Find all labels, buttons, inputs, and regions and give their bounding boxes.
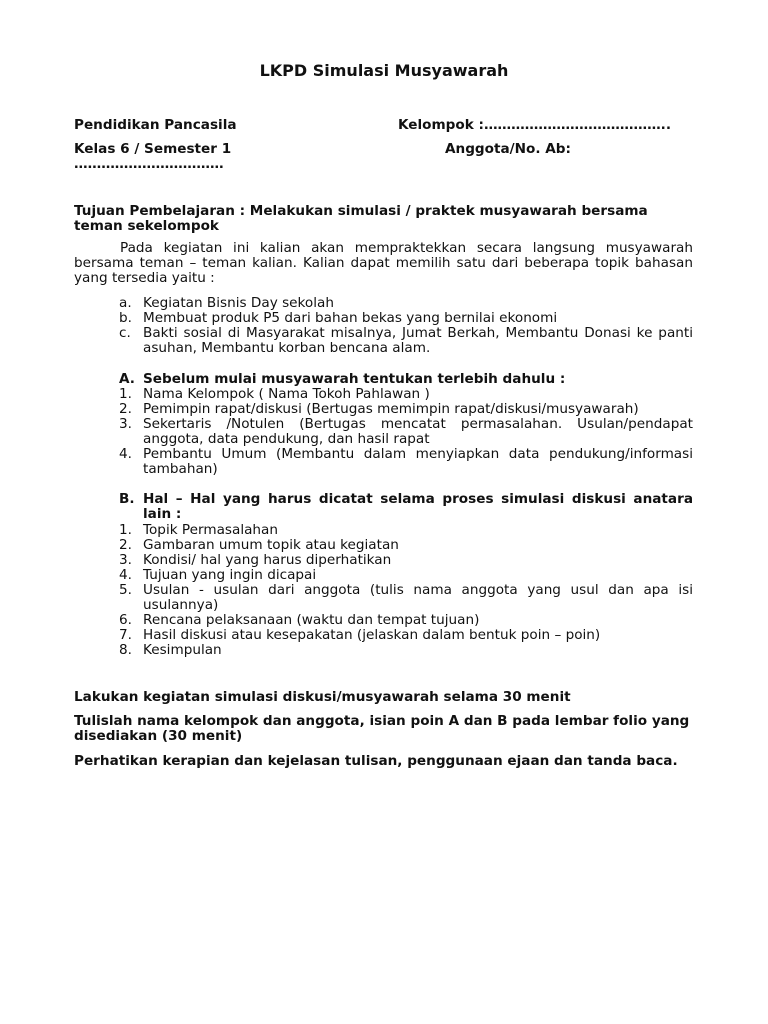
- class-label: Kelas 6 / Semester 1: [74, 141, 232, 157]
- instruction-write: Tulislah nama kelompok dan anggota, isian poin A dan B pada lembar folio yang disediakan (30 menit): [74, 713, 690, 744]
- list-item: 3. Kondisi/ hal yang harus diperhatikan: [119, 552, 392, 568]
- section-a-list: [74, 387, 693, 477]
- list-marker: 6.: [119, 612, 132, 628]
- list-marker: c.: [119, 325, 131, 341]
- list-item: 5. Usulan - usulan dari anggota (tulis nama anggota yang usul dan apa isi usulannya): [119, 582, 693, 613]
- list-item: 1. Topik Permasalahan: [119, 522, 278, 538]
- list-item: 6. Rencana pelaksanaan (waktu dan tempat tujuan): [119, 612, 480, 628]
- list-item: 2. Gambaran umum topik atau kegiatan: [119, 537, 399, 553]
- list-item: 7. Hasil diskusi atau kesepakatan (jelaskan dalam bentuk poin – poin): [119, 627, 601, 643]
- section-marker: A.: [119, 371, 135, 387]
- list-marker: 1.: [119, 386, 132, 402]
- list-marker: 7.: [119, 627, 132, 643]
- members-dots: ……………………………: [74, 156, 224, 172]
- members-field: Anggota/No. Ab:: [445, 141, 571, 157]
- section-a-heading: A. Sebelum mulai musyawarah tentukan terlebih dahulu :: [119, 371, 566, 387]
- list-marker: 1.: [119, 522, 132, 538]
- section-b-list: [74, 523, 693, 658]
- list-marker: b.: [119, 310, 132, 326]
- list-item: a. Kegiatan Bisnis Day sekolah: [119, 295, 334, 311]
- list-item: 8. Kesimpulan: [119, 642, 222, 658]
- instruction-duration: Lakukan kegiatan simulasi diskusi/musyawarah selama 30 menit: [74, 689, 571, 705]
- list-marker: a.: [119, 295, 132, 311]
- list-marker: 4.: [119, 446, 132, 462]
- instruction-neatness: Perhatikan kerapian dan kejelasan tulisan, penggunaan ejaan dan tanda baca.: [74, 753, 678, 769]
- list-item: 2. Pemimpin rapat/diskusi (Bertugas memimpin rapat/diskusi/musyawarah): [119, 401, 639, 417]
- list-item: c. Bakti sosial di Masyarakat misalnya, Jumat Berkah, Membantu Donasi ke panti asuhan, Membantu korban bencana alam.: [119, 325, 693, 356]
- intro-paragraph: Pada kegiatan ini kalian akan mempraktekkan secara langsung musyawarah bersama teman – teman kalian. Kalian dapat memilih satu dari beberapa topik bahasan yang tersedia yaitu :: [74, 240, 693, 286]
- list-marker: 3.: [119, 416, 132, 432]
- learning-objective: Tujuan Pembelajaran : Melakukan simulasi / praktek musyawarah bersama teman sekelompok: [74, 203, 648, 234]
- list-item: 3. Sekertaris /Notulen (Bertugas mencatat permasalahan. Usulan/pendapat anggota, data pendukung, dan hasil rapat: [119, 416, 693, 447]
- list-marker: 2.: [119, 401, 132, 417]
- list-item: 1. Nama Kelompok ( Nama Tokoh Pahlawan ): [119, 386, 430, 402]
- list-item: 4. Tujuan yang ingin dicapai: [119, 567, 317, 583]
- topic-list: [74, 296, 693, 356]
- list-marker: 2.: [119, 537, 132, 553]
- list-marker: 3.: [119, 552, 132, 568]
- section-marker: B.: [119, 491, 135, 507]
- list-item: 4. Pembantu Umum (Membantu dalam menyiapkan data pendukung/informasi tambahan): [119, 446, 693, 477]
- section-b-heading: B. Hal – Hal yang harus dicatat selama proses simulasi diskusi anatara lain :: [119, 491, 693, 522]
- list-marker: 8.: [119, 642, 132, 658]
- subject-label: Pendidikan Pancasila: [74, 117, 237, 133]
- group-field: Kelompok :…………………………………..: [398, 117, 672, 133]
- list-item: b. Membuat produk P5 dari bahan bekas yang bernilai ekonomi: [119, 310, 558, 326]
- list-marker: 5.: [119, 582, 132, 598]
- document-title: LKPD Simulasi Musyawarah: [259, 61, 509, 80]
- list-marker: 4.: [119, 567, 132, 583]
